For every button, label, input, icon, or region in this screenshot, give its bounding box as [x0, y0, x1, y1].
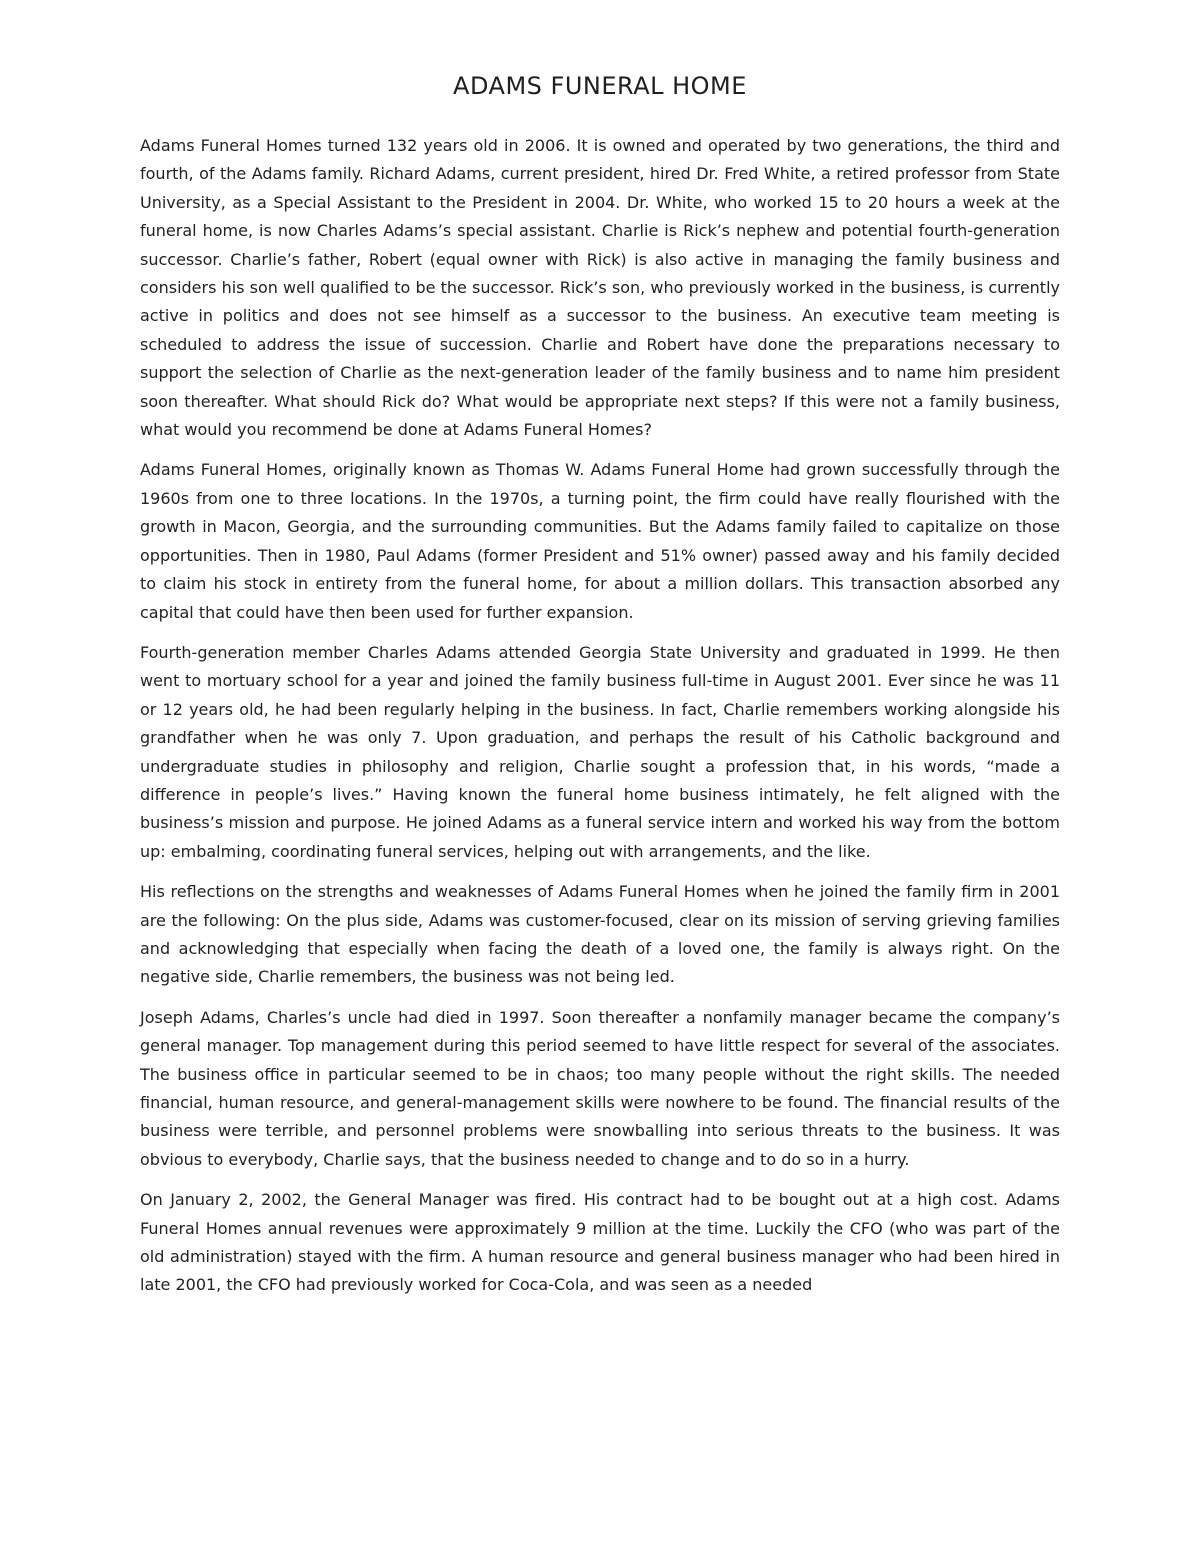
paragraph-history: Adams Funeral Homes, originally known as Thomas W. Adams Funeral Home had grown successfully through the 1960s from one to three locations. In the 1970s, a turning point, the firm could have really flourished with the growth in Macon, Georgia, and the surrounding communities. But the Adams family failed to capitalize on those opportunities. Then in 1980, Paul Adams (former President and 51% owner) passed away and his family decided to claim his stock in entirety from the funeral home, for about a million dollars. This transaction absorbed any capital that could have then been used for further expansion. — [140, 460, 1060, 622]
document-page — [140, 72, 1060, 1312]
paragraph-general-manager-fired: On January 2, 2002, the General Manager was fired. His contract had to be bought out at a high cost. Adams Funeral Homes annual revenues were approximately 9 million at the time. Luckily the CFO (who was part of the old administration) stayed with the firm. A human resource and general business manager who had been hired in late 2001, the CFO had previously worked for Coca-Cola, and was seen as a needed — [140, 1190, 1060, 1295]
document-title: ADAMS FUNERAL HOME — [453, 72, 747, 100]
paragraph-strengths-weaknesses: His reflections on the strengths and weaknesses of Adams Funeral Homes when he joined the family firm in 2001 are the following: On the plus side, Adams was customer-focused, clear on its mission of serving grieving families and acknowledging that especially when facing the death of a loved one, the family is always right. On the negative side, Charlie remembers, the business was not being led. — [140, 882, 1060, 987]
paragraph-intro: Adams Funeral Homes turned 132 years old in 2006. It is owned and operated by two generations, the third and fourth, of the Adams family. Richard Adams, current president, hired Dr. Fred White, a retired professor from State University, as a Special Assistant to the President in 2004. Dr. White, who worked 15 to 20 hours a week at the funeral home, is now Charles Adams’s special assistant. Charlie is Rick’s nephew and potential fourth-generation successor. Charlie’s father, Robert (equal owner with Rick) is also active in managing the family business and considers his son well qualified to be the successor. Rick’s son, who previously worked in the business, is currently active in politics and does not see himself as a successor to the business. An executive team meeting is scheduled to address the issue of succession. Charlie and Robert have done the preparations necessary to support the selection of Charlie as the next-generation leader of the family business and to name him president soon thereafter. What should Rick do? What would be appropriate next steps? If this were not a family business, what would you recommend be done at Adams Funeral Homes? — [140, 136, 1060, 440]
paragraph-charles-background: Fourth-generation member Charles Adams attended Georgia State University and graduated in 1999. He then went to mortuary school for a year and joined the family business full-time in August 2001. Ever since he was 11 or 12 years old, he had been regularly helping in the business. In fact, Charlie remembers working alongside his grandfather when he was only 7. Upon graduation, and perhaps the result of his Catholic background and undergraduate studies in philosophy and religion, Charlie sought a profession that, in his words, “made a difference in people’s lives.” Having known the funeral home business intimately, he felt aligned with the business’s mission and purpose. He joined Adams as a funeral service intern and worked his way from the bottom up: embalming, coordinating funeral services, helping out with arrangements, and the like. — [140, 642, 1060, 861]
paragraph-management-problems: Joseph Adams, Charles’s uncle had died in 1997. Soon thereafter a nonfamily manager became the company’s general manager. Top management during this period seemed to have little respect for several of the associates. The business office in particular seemed to be in chaos; too many people without the right skills. The needed financial, human resource, and general-management skills were nowhere to be found. The financial results of the business were terrible, and personnel problems were snowballing into serious threats to the business. It was obvious to everybody, Charlie says, that the business needed to change and to do so in a hurry. — [140, 1007, 1060, 1169]
